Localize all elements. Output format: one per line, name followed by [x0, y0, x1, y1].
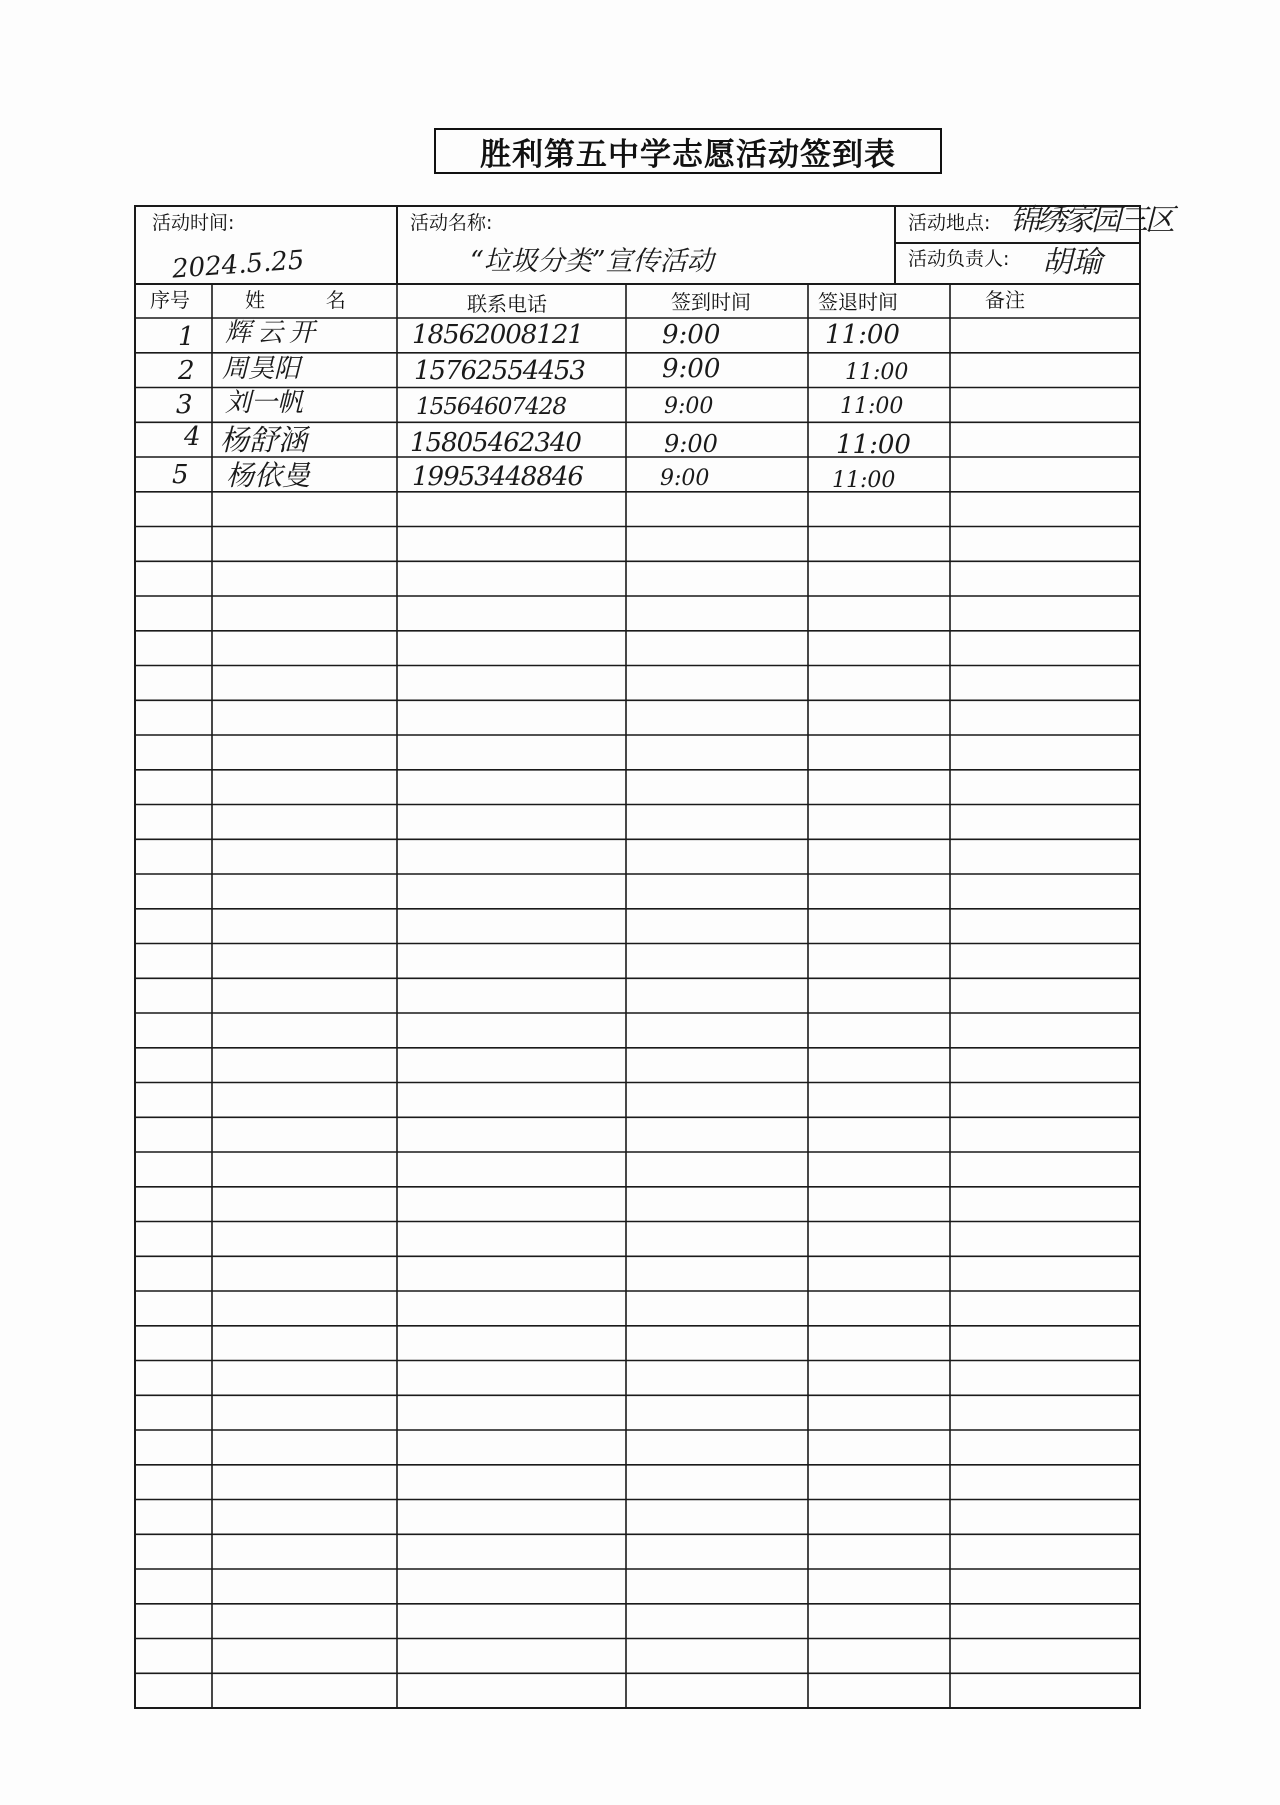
row-1-name: 辉云开: [225, 318, 322, 348]
activity-place-value: 锦绣家园三区: [1010, 203, 1172, 238]
row-1-phone: 18562008121: [412, 320, 583, 350]
col-header-checkin: 签到时间: [671, 290, 751, 314]
activity-time-value: 2024.5.25: [171, 245, 306, 285]
row-3-in: 9:00: [664, 394, 714, 419]
col-header-note: 备注: [985, 288, 1025, 312]
row-3-phone: 15564607428: [416, 394, 566, 420]
row-3-out: 11:00: [840, 394, 904, 419]
row-5-no: 5: [172, 460, 189, 490]
row-1-no: 1: [178, 322, 195, 352]
activity-leader-label: 活动负责人:: [908, 248, 1010, 270]
row-4-out: 11:00: [836, 430, 911, 460]
col-header-phone: 联系电话: [467, 292, 547, 316]
page-title: 胜利第五中学志愿活动签到表: [434, 128, 942, 174]
row-3-no: 3: [176, 390, 193, 420]
row-5-name: 杨依曼: [226, 459, 311, 492]
row-4-no: 4: [184, 422, 201, 452]
activity-leader-value: 胡瑜: [1042, 245, 1102, 280]
activity-name-label: 活动名称:: [410, 212, 493, 234]
row-4-in: 9:00: [664, 430, 718, 458]
row-5-phone: 19953448846: [412, 462, 583, 492]
activity-name-value: “垃圾分类”宣传活动: [470, 246, 714, 277]
row-2-name: 周昊阳: [222, 354, 301, 384]
activity-place-label: 活动地点:: [908, 212, 991, 234]
row-3-name: 刘一帆: [225, 388, 304, 418]
row-2-phone: 15762554453: [414, 356, 585, 386]
row-2-in: 9:00: [662, 354, 721, 384]
activity-time-label: 活动时间:: [152, 212, 235, 234]
row-1-out: 11:00: [825, 320, 900, 350]
col-header-checkout: 签退时间: [818, 290, 898, 314]
row-2-no: 2: [178, 356, 195, 386]
row-4-phone: 15805462340: [410, 428, 581, 458]
row-1-in: 9:00: [662, 320, 721, 350]
row-5-out: 11:00: [832, 468, 896, 493]
row-2-out: 11:00: [845, 360, 909, 385]
col-header-name: 姓 名: [245, 288, 346, 312]
row-4-name: 杨舒涵: [220, 423, 308, 457]
row-5-in: 9:00: [660, 466, 710, 491]
col-header-no: 序号: [150, 288, 190, 312]
